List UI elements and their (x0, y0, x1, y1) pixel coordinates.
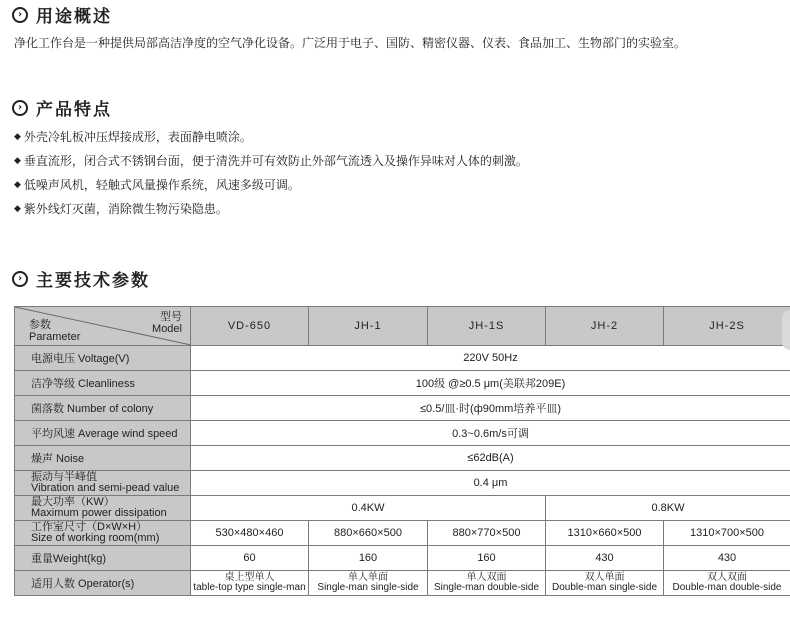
specs-title: 主要技术参数 (36, 271, 150, 291)
row-value: 880×660×500 (309, 521, 428, 546)
feature-item: ◆ 紫外线灯灭菌，消除微生物污染隐患。 (14, 202, 228, 216)
row-value: 0.3~0.6m/s可调 (191, 421, 790, 446)
table-row (15, 521, 790, 546)
table-row (15, 496, 790, 521)
row-value: 430 (664, 546, 790, 571)
diamond-bullet-icon: ◆ (14, 155, 21, 166)
row-label: 工作室尺寸（D×W×H） Size of working room(mm) (15, 521, 191, 546)
header-corner-cell (15, 307, 191, 346)
model-label-en: Model (152, 323, 182, 335)
row-value: 100级 @≥0.5 μm(美联邦209E) (191, 371, 790, 396)
chevron-circle-icon: › (12, 7, 28, 23)
table-row (15, 446, 790, 471)
row-value: 530×480×460 (191, 521, 309, 546)
table-row (15, 421, 790, 446)
model-header: JH-2 (546, 307, 664, 346)
diamond-bullet-icon: ◆ (14, 131, 21, 142)
row-value: 双人双面 Double-man double-side (664, 571, 790, 596)
chevron-circle-icon: › (12, 100, 28, 116)
table-row (15, 546, 790, 571)
model-header: JH-1 (309, 307, 428, 346)
table-row (15, 571, 790, 596)
row-label: 适用人数 Operator(s) (15, 571, 191, 596)
feature-item: ◆ 外壳冷轧板冲压焊接成形，表面静电喷涂。 (14, 130, 252, 144)
row-label: 振动与半峰值 Vibration and semi-pead value (15, 471, 191, 496)
model-header: VD-650 (191, 307, 309, 346)
row-value: 430 (546, 546, 664, 571)
row-label: 平均风速 Average wind speed (15, 421, 191, 446)
model-label-cn: 型号 (160, 311, 182, 323)
table-row (15, 371, 790, 396)
table-header-row (15, 307, 790, 346)
row-value: 880×770×500 (428, 521, 546, 546)
table-row (15, 396, 790, 421)
row-value: 160 (309, 546, 428, 571)
row-value: 桌上型单人 table-top type single-man (191, 571, 309, 596)
features-title: 产品特点 (36, 100, 112, 120)
table-row (15, 346, 790, 371)
feature-item: ◆ 低噪声风机，轻触式风量操作系统，风速多级可调。 (14, 178, 300, 192)
spec-table (14, 306, 790, 596)
row-value: 60 (191, 546, 309, 571)
row-value: 0.4 μm (191, 471, 790, 496)
row-label: 燥声 Noise (15, 446, 191, 471)
row-value: 单人双面 Single-man double-side (428, 571, 546, 596)
row-value: 单人单面 Single-man single-side (309, 571, 428, 596)
row-label: 菌落数 Number of colony (15, 396, 191, 421)
diamond-bullet-icon: ◆ (14, 203, 21, 214)
feature-item: ◆ 垂直流形，闭合式不锈钢台面，便于清洗并可有效防止外部气流透入及操作异味对人体的刺激。 (14, 154, 528, 168)
scroll-handle[interactable] (782, 310, 790, 350)
model-header: JH-2S (664, 307, 790, 346)
row-value: 1310×700×500 (664, 521, 790, 546)
usage-title: 用途概述 (36, 7, 112, 27)
table-row (15, 471, 790, 496)
row-label: 电源电压 Voltage(V) (15, 346, 191, 371)
row-value: ≤0.5/皿·时(ф90mm培养平皿) (191, 396, 790, 421)
row-value: 双人单面 Double-man single-side (546, 571, 664, 596)
row-label: 最大功率（KW） Maximum power dissipation (15, 496, 191, 521)
row-label: 重量Weight(kg) (15, 546, 191, 571)
param-label-cn: 参数 (29, 319, 51, 331)
model-header: JH-1S (428, 307, 546, 346)
features-heading (12, 95, 112, 120)
usage-text: 净化工作台是一种提供局部高洁净度的空气净化设备。广泛用于电子、国防、精密仪器、仪表、食品加工、生物部门的实验室。 (14, 36, 687, 50)
row-value: 0.8KW (546, 496, 790, 521)
row-value: 160 (428, 546, 546, 571)
row-value: 0.4KW (191, 496, 546, 521)
row-value: 1310×660×500 (546, 521, 664, 546)
row-value: 220V 50Hz (191, 346, 790, 371)
chevron-circle-icon: › (12, 271, 28, 287)
diamond-bullet-icon: ◆ (14, 179, 21, 190)
param-label-en: Parameter (29, 331, 81, 343)
row-label: 洁净等级 Cleanliness (15, 371, 191, 396)
usage-heading (12, 2, 112, 27)
specs-heading (12, 266, 150, 291)
row-value: ≤62dB(A) (191, 446, 790, 471)
